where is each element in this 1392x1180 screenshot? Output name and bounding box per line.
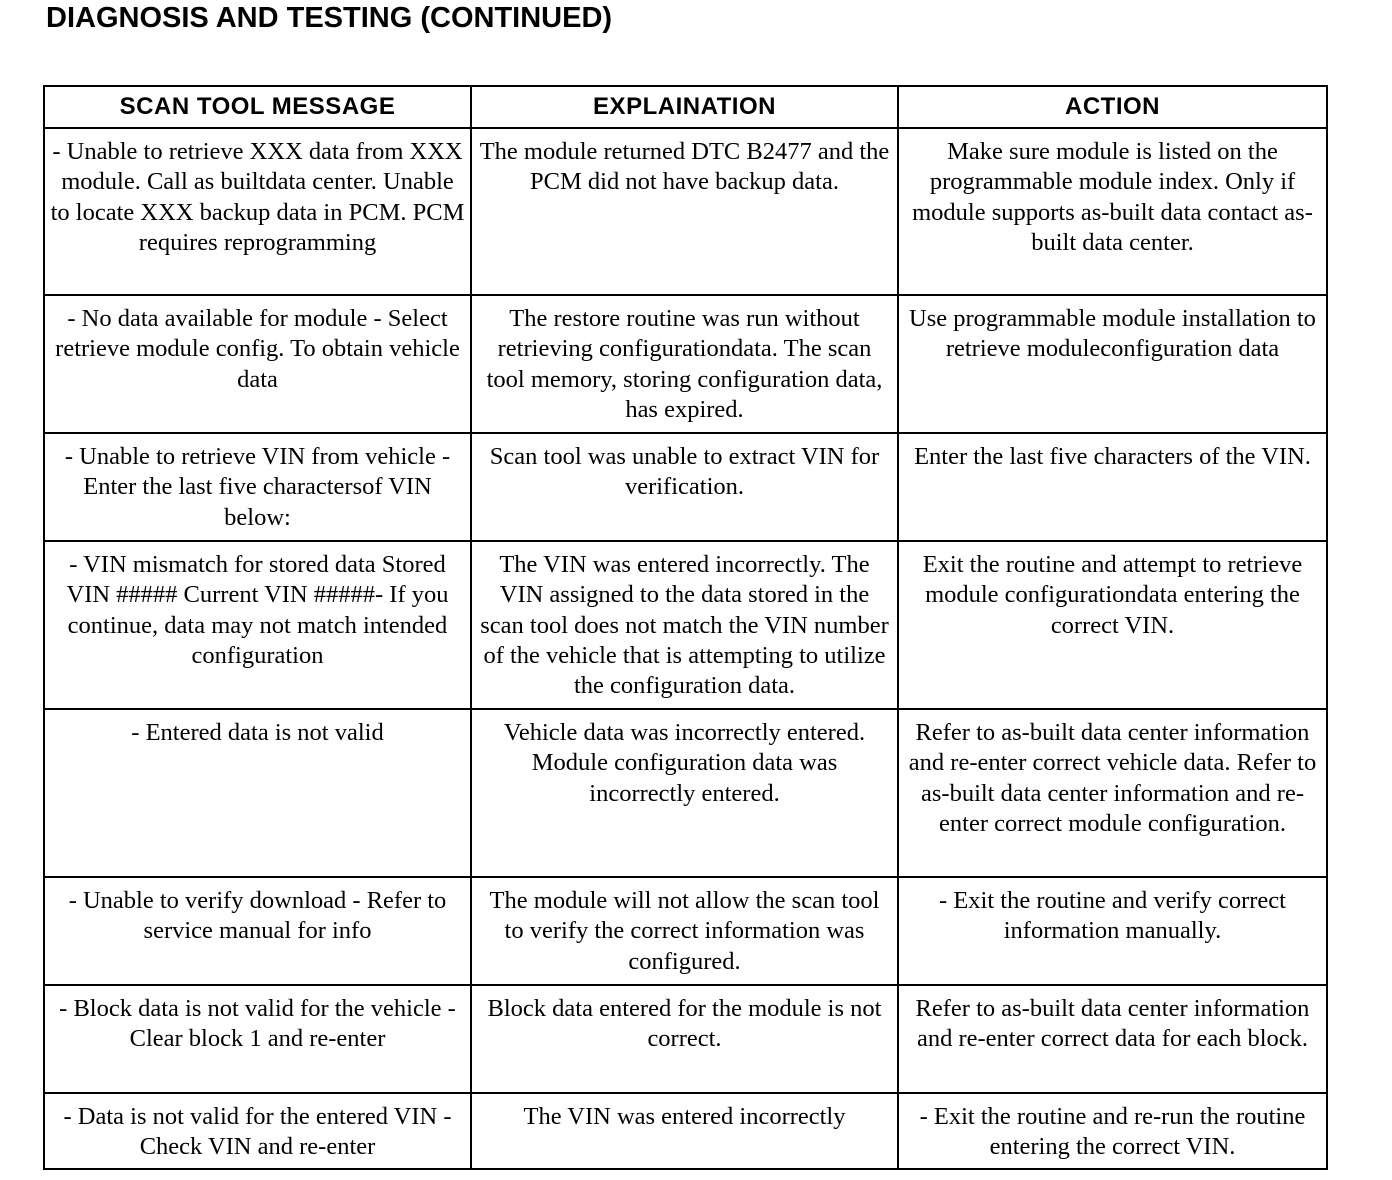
explanation-cell: Vehicle data was incorrectly entered. Module configuration data was incorrectly entered. — [471, 709, 898, 877]
action-cell: - Exit the routine and verify correct information manually. — [898, 877, 1327, 985]
page-title: DIAGNOSIS AND TESTING (CONTINUED) — [46, 2, 613, 34]
message-cell: - Unable to verify download - Refer to service manual for info — [44, 877, 471, 985]
message-cell: - Unable to retrieve VIN from vehicle - Enter the last five charactersof VIN below: — [44, 433, 471, 541]
explanation-cell: The VIN was entered incorrectly — [471, 1093, 898, 1169]
header-action: ACTION — [898, 86, 1327, 128]
explanation-cell: The restore routine was run without retrieving configurationdata. The scan tool memory, storing configuration data, has expired. — [471, 295, 898, 433]
action-cell: Refer to as-built data center information and re-enter correct data for each block. — [898, 985, 1327, 1093]
header-explanation: EXPLAINATION — [471, 86, 898, 128]
table-row — [44, 877, 1327, 985]
table-row — [44, 985, 1327, 1093]
message-cell: - VIN mismatch for stored data Stored VIN ##### Current VIN #####- If you continue, data may not match intended configuration — [44, 541, 471, 709]
header-scan-tool-message: SCAN TOOL MESSAGE — [44, 86, 471, 128]
explanation-cell: The module will not allow the scan tool to verify the correct information was configured. — [471, 877, 898, 985]
message-cell: - Unable to retrieve XXX data from XXX module. Call as builtdata center. Unable to locate XXX backup data in PCM. PCM requires reprogramming — [44, 128, 471, 295]
action-cell: Refer to as-built data center information and re-enter correct vehicle data. Refer to as-built data center information and re-enter correct module configuration. — [898, 709, 1327, 877]
explanation-cell: The module returned DTC B2477 and the PCM did not have backup data. — [471, 128, 898, 295]
table-header-row — [44, 86, 1327, 128]
message-cell: - Entered data is not valid — [44, 709, 471, 877]
table-row — [44, 128, 1327, 295]
diagnosis-table — [43, 85, 1328, 1170]
explanation-cell: Scan tool was unable to extract VIN for verification. — [471, 433, 898, 541]
message-cell: - Data is not valid for the entered VIN - Check VIN and re-enter — [44, 1093, 471, 1169]
table-row — [44, 709, 1327, 877]
message-cell: - Block data is not valid for the vehicle - Clear block 1 and re-enter — [44, 985, 471, 1093]
explanation-cell: Block data entered for the module is not correct. — [471, 985, 898, 1093]
action-cell: - Exit the routine and re-run the routine entering the correct VIN. — [898, 1093, 1327, 1169]
action-cell: Exit the routine and attempt to retrieve module configurationdata entering the correct VIN. — [898, 541, 1327, 709]
table-row — [44, 1093, 1327, 1169]
table-row — [44, 541, 1327, 709]
action-cell: Make sure module is listed on the programmable module index. Only if module supports as-built data contact as-built data center. — [898, 128, 1327, 295]
action-cell: Enter the last five characters of the VIN. — [898, 433, 1327, 541]
table-row — [44, 295, 1327, 433]
table-row — [44, 433, 1327, 541]
message-cell: - No data available for module - Select retrieve module config. To obtain vehicle data — [44, 295, 471, 433]
action-cell: Use programmable module installation to retrieve moduleconfiguration data — [898, 295, 1327, 433]
explanation-cell: The VIN was entered incorrectly. The VIN assigned to the data stored in the scan tool does not match the VIN number of the vehicle that is attempting to utilize the configuration data. — [471, 541, 898, 709]
